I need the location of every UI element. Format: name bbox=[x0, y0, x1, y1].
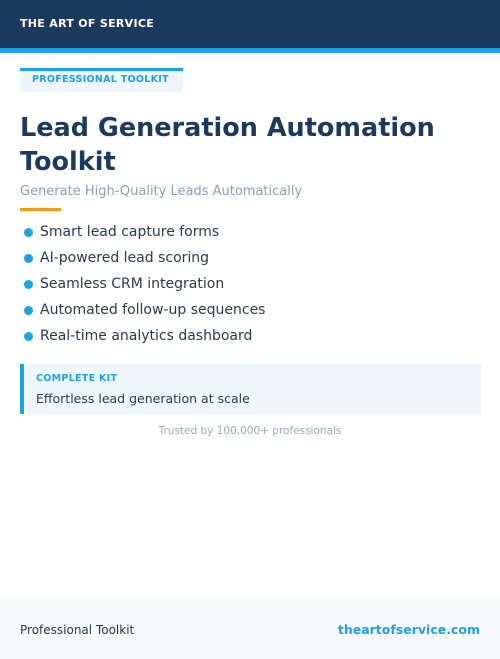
brand-name: THE ART OF SERVICE bbox=[20, 17, 155, 30]
header-accent-stripe bbox=[0, 48, 500, 53]
callout-eyebrow: COMPLETE KIT bbox=[36, 373, 118, 384]
category-badge-label: PROFESSIONAL TOOLKIT bbox=[32, 74, 169, 85]
trust-statement: Trusted by 100,000+ professionals bbox=[158, 425, 342, 437]
feature-label: Real-time analytics dashboard bbox=[40, 328, 253, 344]
complete-kit-callout bbox=[20, 364, 481, 414]
header-bar bbox=[0, 0, 500, 48]
footer-label: Professional Toolkit bbox=[20, 623, 135, 637]
title-underline bbox=[20, 208, 61, 211]
footer-website-link[interactable]: theartofservice.com bbox=[337, 622, 480, 637]
feature-label: Automated follow-up sequences bbox=[40, 302, 266, 318]
bullet-dot-icon bbox=[24, 332, 33, 341]
feature-label: AI-powered lead scoring bbox=[40, 250, 210, 266]
bullet-dot-icon bbox=[24, 280, 33, 289]
callout-text: Effortless lead generation at scale bbox=[36, 391, 250, 406]
page-title: Lead Generation Automation Toolkit bbox=[20, 113, 435, 177]
bullet-dot-icon bbox=[24, 228, 33, 237]
feature-label: Smart lead capture forms bbox=[40, 224, 220, 240]
footer bbox=[0, 599, 500, 659]
feature-label: Seamless CRM integration bbox=[40, 276, 225, 292]
page-subtitle: Generate High-Quality Leads Automatically bbox=[20, 184, 303, 199]
bullet-dot-icon bbox=[24, 306, 33, 315]
bullet-dot-icon bbox=[24, 254, 33, 263]
category-badge bbox=[20, 68, 183, 92]
